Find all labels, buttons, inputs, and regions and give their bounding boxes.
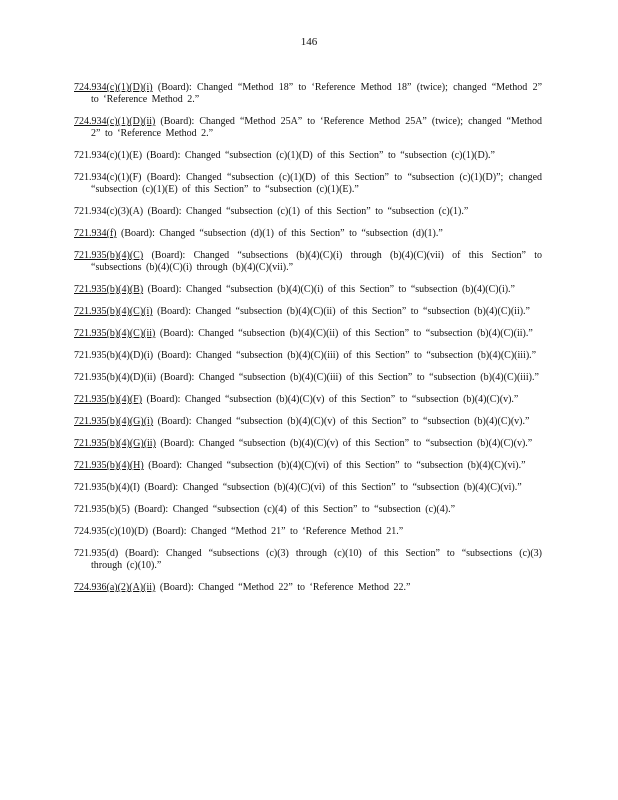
section-reference: 721.934(c)(3)(A) — [74, 206, 144, 217]
section-reference: 721.934(c)(1)(E) — [74, 150, 143, 161]
change-description: (Board): Changed “subsection (b)(4)(C)(v) of this Section” to “subsection (b)(4)(C)(v).” — [157, 416, 530, 427]
amendment-entry — [74, 328, 542, 340]
change-description: (Board): Changed “subsection (b)(4)(C)(v) of this Section” to “subsection (b)(4)(C)(v).” — [160, 438, 533, 449]
section-reference: 721.935(b)(4)(D)(ii) — [74, 372, 156, 383]
change-description: (Board): Changed “subsections (b)(4)(C)(i) through (b)(4)(C)(vii) of this Section” to “subsections (b)(4)(C)(i) through (b)(4)(C)(vii).” — [91, 250, 542, 273]
section-reference: 721.935(b)(4)(B) — [74, 284, 144, 295]
section-reference: 724.934(c)(1)(D)(ii) — [74, 116, 156, 127]
change-description: (Board): Changed “subsection (b)(4)(C)(iii) of this Section” to “subsection (b)(4)(C)(iii).” — [157, 350, 537, 361]
amendment-entry — [74, 416, 542, 428]
amendment-entry — [74, 206, 542, 218]
amendment-entry — [74, 82, 542, 106]
change-description: (Board): Changed “subsections (c)(3) through (c)(10) of this Section” to “subsections (c)(3) through (c)(10).” — [91, 548, 542, 571]
section-reference: 721.934(c)(1)(F) — [74, 172, 142, 183]
amendment-entry — [74, 228, 542, 240]
amendment-entry — [74, 350, 542, 362]
section-reference: 721.935(b)(4)(G)(i) — [74, 416, 154, 427]
amendment-entry — [74, 250, 542, 274]
section-reference: 721.935(b)(4)(C)(ii) — [74, 328, 156, 339]
amendment-entry — [74, 116, 542, 140]
change-description: (Board): Changed “subsection (c)(1)(D) of this Section” to “subsection (c)(1)(D).” — [146, 150, 495, 161]
amendment-entry — [74, 394, 542, 406]
change-description: (Board): Changed “Method 18” to ‘Reference Method 18” (twice); changed “Method 2” to ‘Reference Method 2.” — [91, 82, 543, 105]
amendment-entry — [74, 504, 542, 516]
change-description: (Board): Changed “subsection (c)(4) of this Section” to “subsection (c)(4).” — [134, 504, 456, 515]
change-description: (Board): Changed “subsection (b)(4)(C)(ii) of this Section” to “subsection (b)(4)(C)(ii).” — [157, 306, 530, 317]
amendment-entry — [74, 372, 542, 384]
section-reference: 721.935(b)(4)(F) — [74, 394, 143, 405]
amendment-entry — [74, 150, 542, 162]
section-reference: 724.934(c)(1)(D)(i) — [74, 82, 153, 93]
page-number: 146 — [300, 36, 318, 48]
section-reference: 721.935(b)(4)(I) — [74, 482, 140, 493]
amendment-entry — [74, 306, 542, 318]
change-description: (Board): Changed “subsection (b)(4)(C)(v) of this Section” to “subsection (b)(4)(C)(v).” — [146, 394, 519, 405]
change-description: (Board): Changed “Method 22” to ‘Reference Method 22.” — [159, 582, 411, 593]
section-reference: 721.934(f) — [74, 228, 117, 239]
change-description: (Board): Changed “subsection (d)(1) of this Section” to “subsection (d)(1).” — [121, 228, 443, 239]
amendment-entry — [74, 172, 542, 196]
amendment-entry — [74, 548, 542, 572]
section-reference: 721.935(b)(5) — [74, 504, 130, 515]
change-description: (Board): Changed “subsection (b)(4)(C)(i) of this Section” to “subsection (b)(4)(C)(i).” — [147, 284, 515, 295]
amendment-entry — [74, 482, 542, 494]
change-description: (Board): Changed “subsection (b)(4)(C)(iii) of this Section” to “subsection (b)(4)(C)(iii).” — [160, 372, 539, 383]
section-reference: 721.935(b)(4)(C)(i) — [74, 306, 153, 317]
section-reference: 721.935(b)(4)(D)(i) — [74, 350, 154, 361]
change-description: (Board): Changed “subsection (c)(1)(D) of this Section” to “subsection (c)(1)(D)”; changed “subsection (c)(1)(E) of this Section” to “subsection (c)(1)(E).” — [91, 172, 543, 195]
section-reference: 724.935(c)(10)(D) — [74, 526, 149, 537]
change-description: (Board): Changed “subsection (b)(4)(C)(vi) of this Section” to “subsection (b)(4)(C)(vi).” — [144, 482, 522, 493]
section-reference: 724.936(a)(2)(A)(ii) — [74, 582, 156, 593]
amendment-entry — [74, 284, 542, 296]
amendment-list — [74, 72, 542, 604]
section-reference: 721.935(b)(4)(C) — [74, 250, 144, 261]
section-reference: 721.935(d) — [74, 548, 119, 559]
amendment-entry — [74, 582, 542, 594]
change-description: (Board): Changed “Method 21” to ‘Reference Method 21.” — [152, 526, 404, 537]
change-description: (Board): Changed “subsection (c)(1) of this Section” to “subsection (c)(1).” — [147, 206, 469, 217]
amendment-entry — [74, 526, 542, 538]
change-description: (Board): Changed “subsection (b)(4)(C)(ii) of this Section” to “subsection (b)(4)(C)(ii).” — [159, 328, 533, 339]
change-description: (Board): Changed “Method 25A” to ‘Reference Method 25A” (twice); changed “Method 2” to ‘Reference Method 2.” — [91, 116, 542, 139]
amendment-entry — [74, 460, 542, 472]
amendment-entry — [74, 438, 542, 450]
section-reference: 721.935(b)(4)(H) — [74, 460, 144, 471]
section-reference: 721.935(b)(4)(G)(ii) — [74, 438, 156, 449]
change-description: (Board): Changed “subsection (b)(4)(C)(vi) of this Section” to “subsection (b)(4)(C)(vi).” — [148, 460, 526, 471]
